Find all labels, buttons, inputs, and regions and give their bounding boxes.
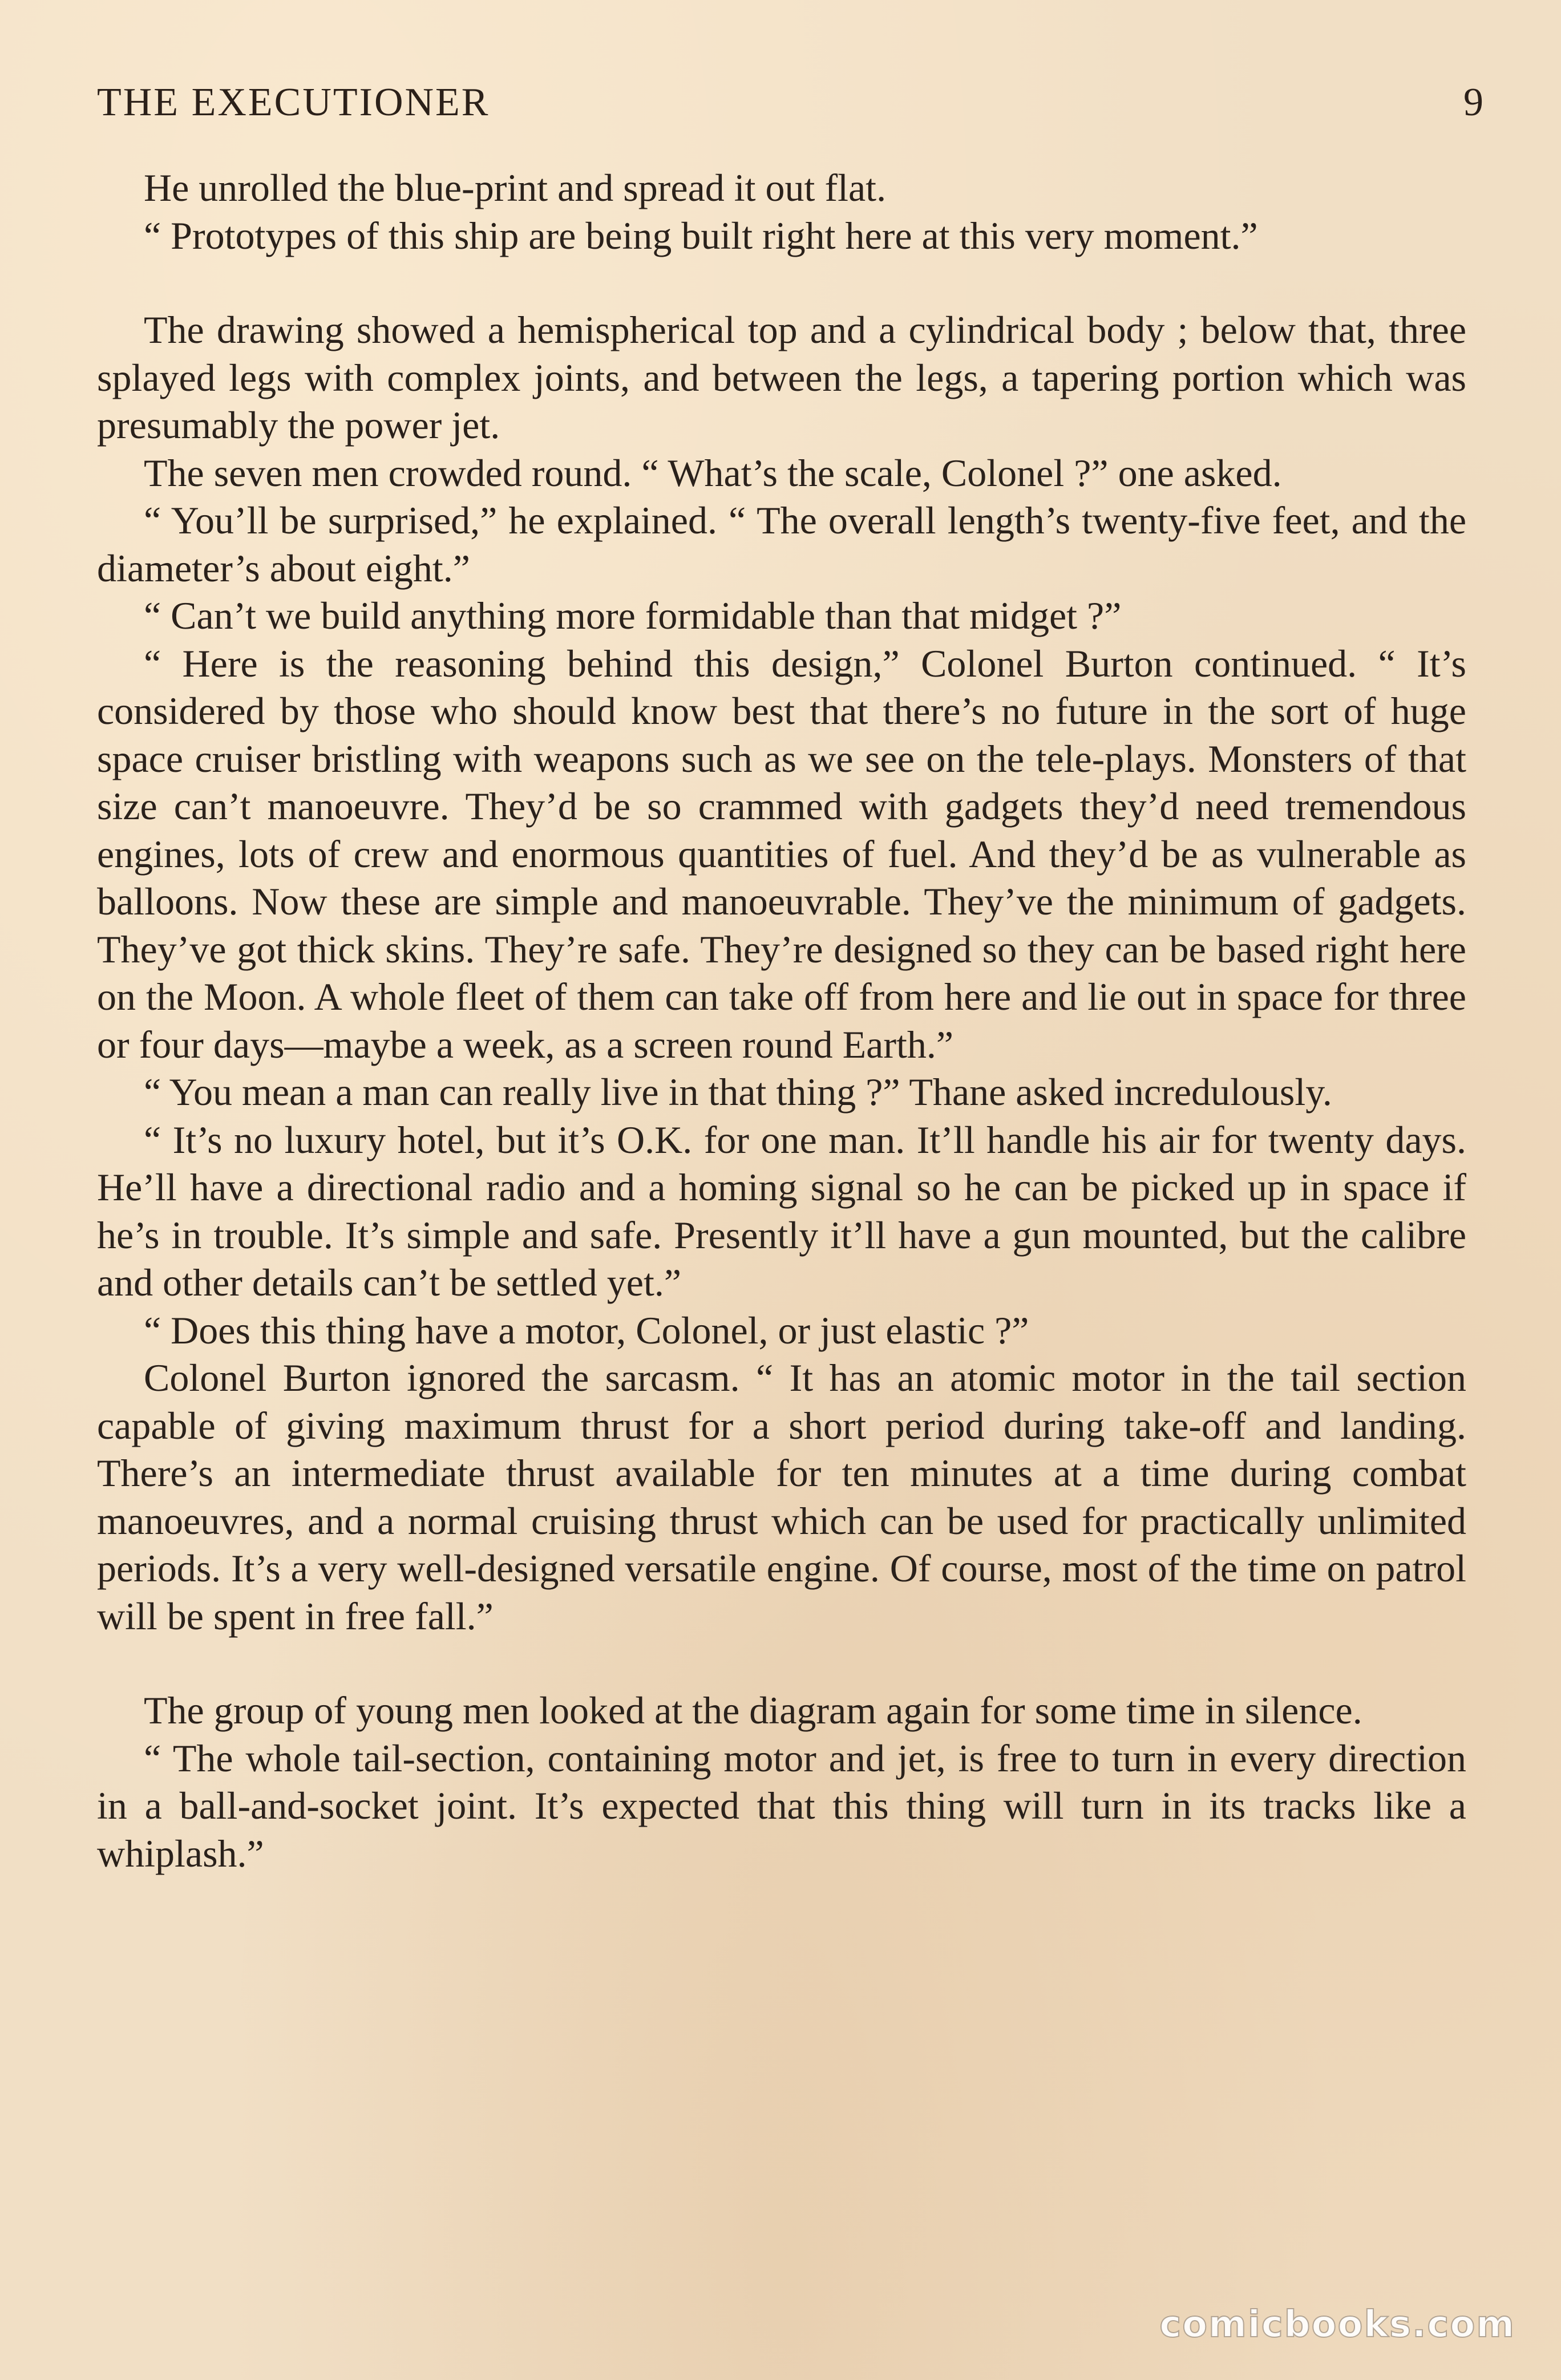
paragraph: “ You’ll be surprised,” he explained. “ The overall length’s twenty-five feet, and the diameter’s about eight.” bbox=[97, 499, 1466, 590]
paragraph: The seven men crowded round. “ What’s the scale, Colonel ?” one asked. bbox=[144, 451, 1282, 495]
paragraph: “ Can’t we build anything more formidable than that midget ?” bbox=[144, 594, 1122, 637]
page-number: 9 bbox=[1463, 80, 1483, 124]
running-title: THE EXECUTIONER bbox=[97, 80, 490, 124]
paragraph: Colonel Burton ignored the sarcasm. “ It has an atomic motor in the tail section capable of giving maximum thrust for a short period during take-off and landing. There’s an intermediate thrust available for ten minutes at a time during combat manoeuvres, and a normal cruising thrust which can be used for practically unlimited periods. It’s a very well-designed versatile engine. Of course, most of the time on patrol will be spent in free fall.” bbox=[97, 1356, 1466, 1638]
paragraph: “ It’s no luxury hotel, but it’s O.K. for one man. It’ll handle his air for twenty days. He’ll have a directional radio and a homing signal so he can be picked up in space if he’s in trouble. It’s simple and safe. Presently it’ll have a gun mounted, but the calibre and other details can’t be settled yet.” bbox=[97, 1118, 1466, 1304]
paragraph: “ You mean a man can really live in that thing ?” Thane asked incredulously. bbox=[144, 1070, 1332, 1114]
paragraph: “ Does this thing have a motor, Colonel, or just elastic ?” bbox=[144, 1308, 1029, 1352]
paragraph: “ The whole tail-section, containing motor and jet, is free to turn in every direction in a ball-and-socket joint. It’s expected that this thing will turn in its tracks like a whiplash.” bbox=[97, 1736, 1466, 1875]
paragraph: The group of young men looked at the diagram again for some time in silence. bbox=[144, 1689, 1362, 1732]
paragraph: The drawing showed a hemispherical top and a cylindrical body ; below that, three splayed legs with complex joints, and between the legs, a tapering portion which was presumably the power jet. bbox=[97, 308, 1466, 447]
book-page bbox=[97, 80, 1483, 1877]
page-header bbox=[97, 80, 1483, 148]
body-text bbox=[97, 164, 1466, 1877]
paragraph: “ Here is the reasoning behind this design,” Colonel Burton continued. “ It’s considered by those who should know best that there’s no future in the sort of huge space cruiser bristling with weapons such as we see on the tele-plays. Monsters of that size can’t manoeuvre. They’d be so crammed with gadgets they’d need tremendous engines, lots of crew and enormous quantities of fuel. And they’d be as vulnerable as balloons. Now these are simple and manoeuvrable. They’ve the minimum of gadgets. They’ve got thick skins. They’re safe. They’re designed so they can be based right here on the Moon. A whole fleet of them can take off from here and lie out in space for three or four days—maybe a week, as a screen round Earth.” bbox=[97, 641, 1466, 1066]
watermark-logo: comicbooks.com bbox=[1159, 2304, 1515, 2346]
paragraph: He unrolled the blue-print and spread it out flat. bbox=[144, 166, 887, 209]
paragraph: “ Prototypes of this ship are being built right here at this very moment.” bbox=[144, 213, 1258, 257]
